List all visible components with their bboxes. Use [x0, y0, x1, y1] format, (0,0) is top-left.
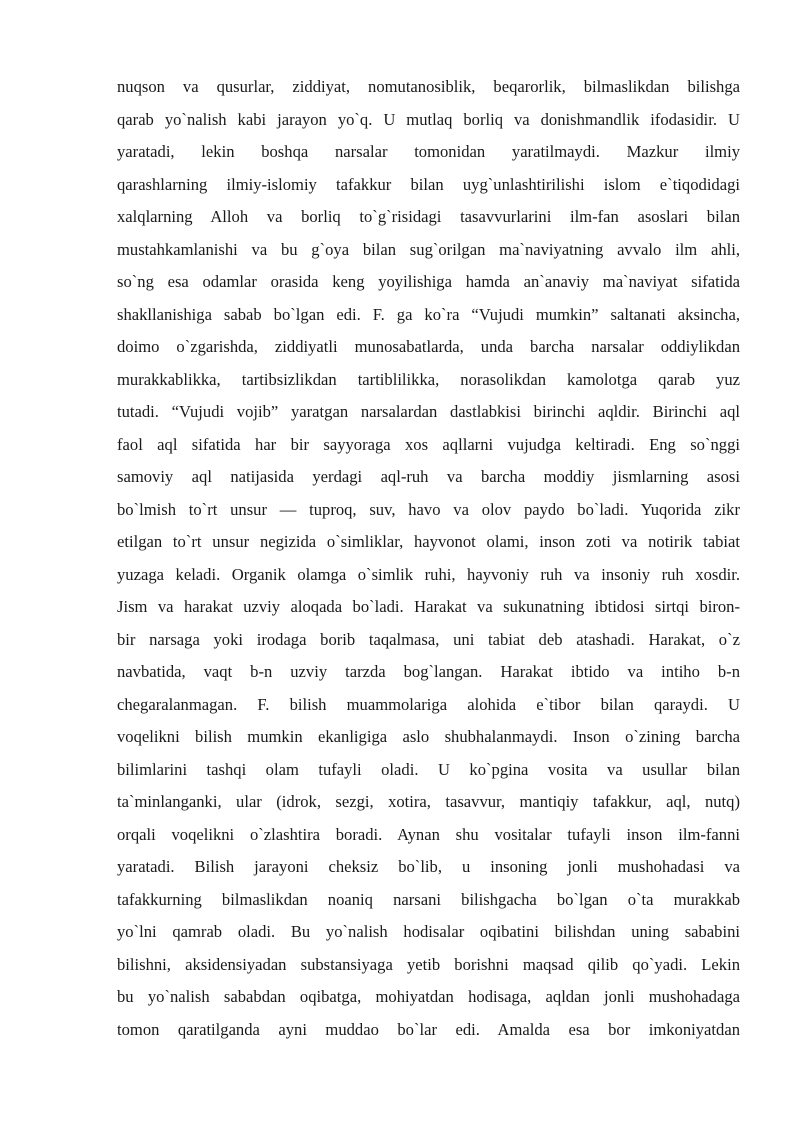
text-line: so`ng esa odamlar orasida keng yoyilishiga hamda an`anaviy ma`naviyat sifatida — [117, 272, 740, 291]
text-line: doimo o`zgarishda, ziddiyatli munosabatlarda, unda barcha narsalar oddiylikdan — [117, 337, 740, 356]
text-line: qarashlarning ilmiy-islomiy tafakkur bilan uyg`unlashtirilishi islom e`tiqodidagi — [117, 174, 740, 194]
text-line: ta`minlanganki, ular (idrok, sezgi, xotira, tasavvur, mantiqiy tafakkur, aql, nutq) — [117, 792, 740, 811]
text-line: bilimlarini tashqi olam tufayli oladi. U ko`pgina vosita va usullar bilan — [117, 759, 740, 779]
text-line: nuqson va qusurlar, ziddiyat, nomutanosiblik, beqarorlik, bilmaslikdan bilishga — [117, 77, 740, 96]
text-line: xalqlarning Alloh va borliq to`g`risidagi tasavvurlarini ilm-fan asoslari bilan — [117, 207, 740, 226]
text-line: samoviy aql natijasida yerdagi aql-ruh va barcha moddiy jismlarning asosi — [117, 467, 740, 486]
text-line: tutadi. “Vujudi vojib” yaratgan narsalardan dastlabkisi birinchi aqldir. Birinchi aql — [117, 402, 740, 421]
text-line: yaratadi. Bilish jarayoni cheksiz bo`lib, u insoning jonli mushohadasi va — [117, 857, 740, 876]
text-line: yaratadi, lekin boshqa narsalar tomonidan yaratilmaydi. Mazkur ilmiy — [117, 142, 740, 161]
text-line: voqelikni bilish mumkin ekanligiga aslo shubhalanmaydi. Inson o`zining barcha — [117, 727, 740, 746]
text-line: shakllanishiga sabab bo`lgan edi. F. ga ko`ra “Vujudi mumkin” saltanati aksincha, — [117, 304, 740, 324]
text-line: mustahkamlanishi va bu g`oya bilan sug`orilgan ma`naviyatning avvalo ilm ahli, — [117, 239, 740, 259]
text-line: orqali voqelikni o`zlashtira boradi. Aynan shu vositalar tufayli inson ilm-fanni — [117, 824, 740, 844]
text-line: etilgan to`rt unsur negizida o`simliklar, hayvonot olami, inson zoti va notirik tabiat — [117, 532, 740, 551]
text-line: yo`lni qamrab oladi. Bu yo`nalish hodisalar oqibatini bilishdan uning sababini — [117, 922, 740, 941]
text-line: bo`lmish to`rt unsur — tuproq, suv, havo va olov paydo bo`ladi. Yuqorida zikr — [117, 499, 740, 519]
text-line: murakkablikka, tartibsizlikdan tartiblilikka, norasolikdan kamolotga qarab yuz — [117, 369, 740, 389]
text-line: tafakkurning bilmaslikdan noaniq narsani bilishgacha bo`lgan o`ta murakkab — [117, 889, 740, 909]
text-line: bir narsaga yoki irodaga borib taqalmasa, uni tabiat deb atashadi. Harakat, o`z — [117, 629, 740, 649]
text-line: chegaralanmagan. F. bilish muammolariga alohida e`tibor bilan qaraydi. U — [117, 694, 740, 714]
text-line: bu yo`nalish sababdan oqibatga, mohiyatdan hodisaga, aqldan jonli mushohadaga — [117, 987, 740, 1006]
text-line: tomon qaratilganda ayni muddao bo`lar edi. Amalda esa bor imkoniyatdan — [117, 1019, 740, 1039]
text-line: bilishni, aksidensiyadan substansiyaga yetib borishni maqsad qilib qo`yadi. Lekin — [117, 954, 740, 974]
body-text — [117, 71, 740, 1046]
text-line: faol aql sifatida har bir sayyoraga xos aqllarni vujudga keltiradi. Eng so`nggi — [117, 434, 740, 454]
text-line: navbatida, vaqt b-n uzviy tarzda bog`langan. Harakat ibtido va intiho b-n — [117, 662, 740, 681]
text-line: yuzaga keladi. Organik olamga o`simlik ruhi, hayvoniy ruh va insoniy ruh xosdir. — [117, 564, 740, 584]
text-line: Jism va harakat uzviy aloqada bo`ladi. Harakat va sukunatning ibtidosi sirtqi biron- — [117, 597, 740, 616]
text-line: qarab yo`nalish kabi jarayon yo`q. U mutlaq borliq va donishmandlik ifodasidir. U — [117, 109, 740, 129]
